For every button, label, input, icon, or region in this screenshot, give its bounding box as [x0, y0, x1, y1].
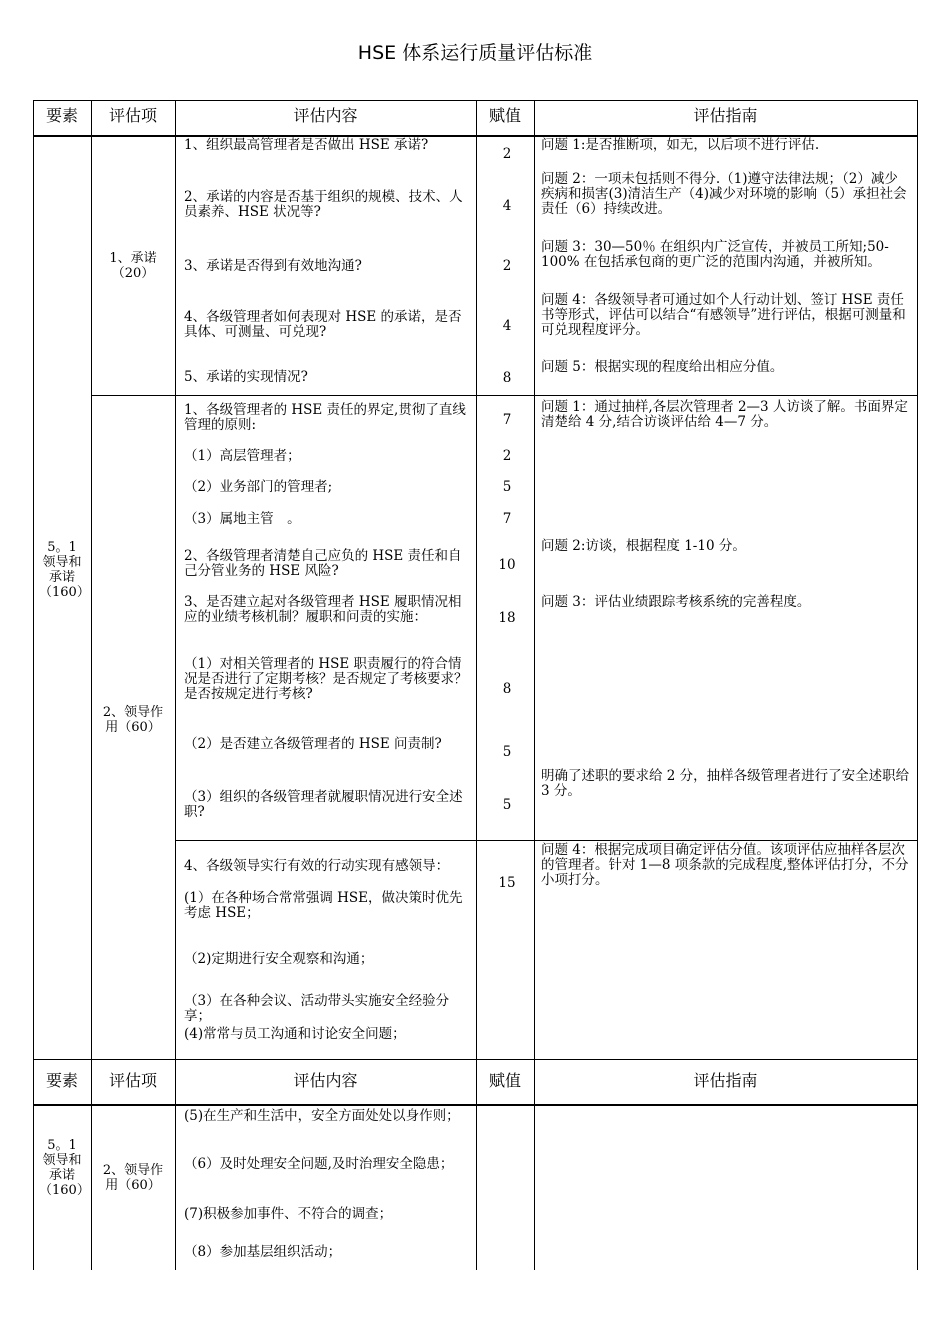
col-divider-1	[91, 100, 92, 1270]
q4-item-4: (4)常常与员工沟通和讨论安全问题；	[184, 1026, 406, 1042]
table-border-left	[33, 100, 34, 1270]
col-divider-2	[175, 100, 176, 1270]
s1-row5-guide: 问题 5：根据实现的程度给出相应分值。	[541, 359, 784, 375]
s2-row7-score: 8	[502, 681, 512, 697]
s2-guide-q3b: 明确了述职的要求给 2 分，抽样各级管理者进行了安全述职给 3 分。	[541, 768, 910, 799]
s2-row3-score: 5	[502, 479, 512, 495]
s1-row1-score: 2	[502, 146, 512, 162]
s2-guide-q2: 问题 2:访谈，根据程度 1-10 分。	[541, 538, 746, 554]
item-leadership: 2、领导作用（60）	[102, 705, 164, 735]
header-guide: 评估指南	[693, 106, 758, 125]
s1-row2-guide: 问题 2：一项未包括则不得分.（1)遵守法律法规；（2）减少疾病和损害(3)清洁生产（4)减少对环境的影响（5）承担社会责任（6）持续改进。	[541, 171, 907, 217]
document-title: HSE 体系运行质量评估标准	[357, 42, 593, 64]
cont-item-7: (7)积极参加事件、不符合的调查；	[184, 1206, 393, 1222]
q4-guide: 问题 4：根据完成项目确定评估分值。该项评估应抽样各层次的管理者。针对 1—8 项条款的完成程度,整体评估打分，不分小项打分。	[541, 842, 909, 888]
cont-item-8: （8）参加基层组织活动；	[184, 1244, 342, 1260]
s2-row1-score: 7	[502, 412, 512, 428]
q4-item-2: （2)定期进行安全观察和沟通；	[184, 951, 374, 967]
s2-row6-content: 3、是否建立起对各级管理者 HSE 履职情况相应的业绩考核机制？履职和问责的实施：	[184, 594, 462, 625]
section-divider	[91, 395, 534, 396]
item-leadership-continued: 2、领导作用（60）	[102, 1163, 164, 1193]
s1-row3-content: 3、承诺是否得到有效地沟通?	[184, 258, 362, 274]
header-item: 评估项	[108, 106, 157, 125]
s2-row5-content: 2、各级管理者清楚自己应负的 HSE 责任和自己分管业务的 HSE 风险?	[184, 548, 462, 579]
table-border-right	[917, 100, 918, 1270]
header-content: 评估内容	[293, 106, 358, 125]
header-element: 要素	[45, 106, 78, 125]
header-element-repeat: 要素	[45, 1071, 78, 1090]
s2-row7-content: （1）对相关管理者的 HSE 职责履行的符合情况是否进行了定期考核？是否规定了考核要求？是否按规定进行考核?	[184, 656, 468, 702]
s1-row3-score: 2	[502, 258, 512, 274]
s2-row3-content: （2）业务部门的管理者;	[184, 479, 333, 495]
s2-row2-score: 2	[502, 448, 512, 464]
s1-row4-content: 4、各级管理者如何表现对 HSE 的承诺，是否具体、可测量、可兑现?	[184, 309, 462, 340]
item-commitment: 1、承诺（20）	[109, 251, 157, 281]
header-content-repeat: 评估内容	[293, 1071, 358, 1090]
element-label-continued: 5。1 领导和承诺（160）	[39, 1138, 90, 1198]
element-label: 5。1 领导和承诺（160）	[39, 540, 90, 600]
q4-divider	[175, 840, 918, 841]
s1-row2-score: 4	[502, 198, 512, 214]
q4-item-1: (1）在各种场合常常强调 HSE，做决策时优先考虑 HSE；	[184, 890, 463, 921]
s1-row4-guide: 问题 4：各级领导者可通过如个人行动计划、签订 HSE 责任书等形式，评估可以结合“有感领导”进行评估，根据可测量和可兑现程度评分。	[541, 292, 906, 338]
header-guide-repeat: 评估指南	[693, 1071, 758, 1090]
s2-row6-score: 18	[498, 610, 516, 626]
s2-guide-q1: 问题 1：通过抽样,各层次管理者 2—3 人访谈了解。书面界定清楚给 4 分,结合访谈评估给 4—7 分。	[541, 399, 908, 430]
s2-row9-content: （3）组织的各级管理者就履职情况进行安全述职?	[184, 789, 463, 820]
evaluation-table	[33, 100, 918, 1270]
s1-row4-score: 4	[502, 318, 512, 334]
s2-row1-content: 1、各级管理者的 HSE 责任的界定,贯彻了直线管理的原则:	[184, 402, 466, 433]
s2-row8-score: 5	[502, 744, 512, 760]
s2-guide-q3: 问题 3：评估业绩跟踪考核系统的完善程度。	[541, 594, 811, 610]
s1-row1-content: 1、组织最高管理者是否做出 HSE 承诺?	[184, 137, 429, 153]
s2-row4-content: （3）属地主管 。	[184, 511, 301, 527]
q4-item-3: （3）在各种会议、活动带头实施安全经验分享；	[184, 993, 450, 1024]
q4-intro: 4、各级领导实行有效的行动实现有感领导：	[184, 858, 450, 874]
header-score: 赋值	[488, 106, 521, 125]
s1-row3-guide: 问题 3：30—50％ 在组织内广泛宣传，并被员工所知;50-100% 在包括承包商的更广泛的范围内沟通，并被所知。	[541, 239, 889, 270]
cont-item-5: (5)在生产和生活中，安全方面处处以身作则；	[184, 1108, 460, 1124]
s1-row5-score: 8	[502, 370, 512, 386]
s2-row2-content: （1）高层管理者；	[184, 448, 301, 464]
s2-row4-score: 7	[502, 511, 512, 527]
s1-row5-content: 5、承诺的实现情况?	[184, 369, 308, 385]
s1-row1-guide: 问题 1:是否推断项，如无，以后项不进行评估.	[541, 137, 820, 153]
s2-row5-score: 10	[498, 557, 516, 573]
header-item-repeat: 评估项	[108, 1071, 157, 1090]
s2-row9-score: 5	[502, 797, 512, 813]
cont-item-6: （6）及时处理安全问题,及时治理安全隐患；	[184, 1156, 454, 1172]
s1-row2-content: 2、承诺的内容是否基于组织的规模、技术、人员素养、HSE 状况等?	[184, 189, 463, 220]
s2-row8-content: （2）是否建立各级管理者的 HSE 问责制?	[184, 736, 442, 752]
q4-score: 15	[498, 875, 516, 891]
header-score-repeat: 赋值	[488, 1071, 521, 1090]
section-divider-guide	[534, 395, 918, 396]
